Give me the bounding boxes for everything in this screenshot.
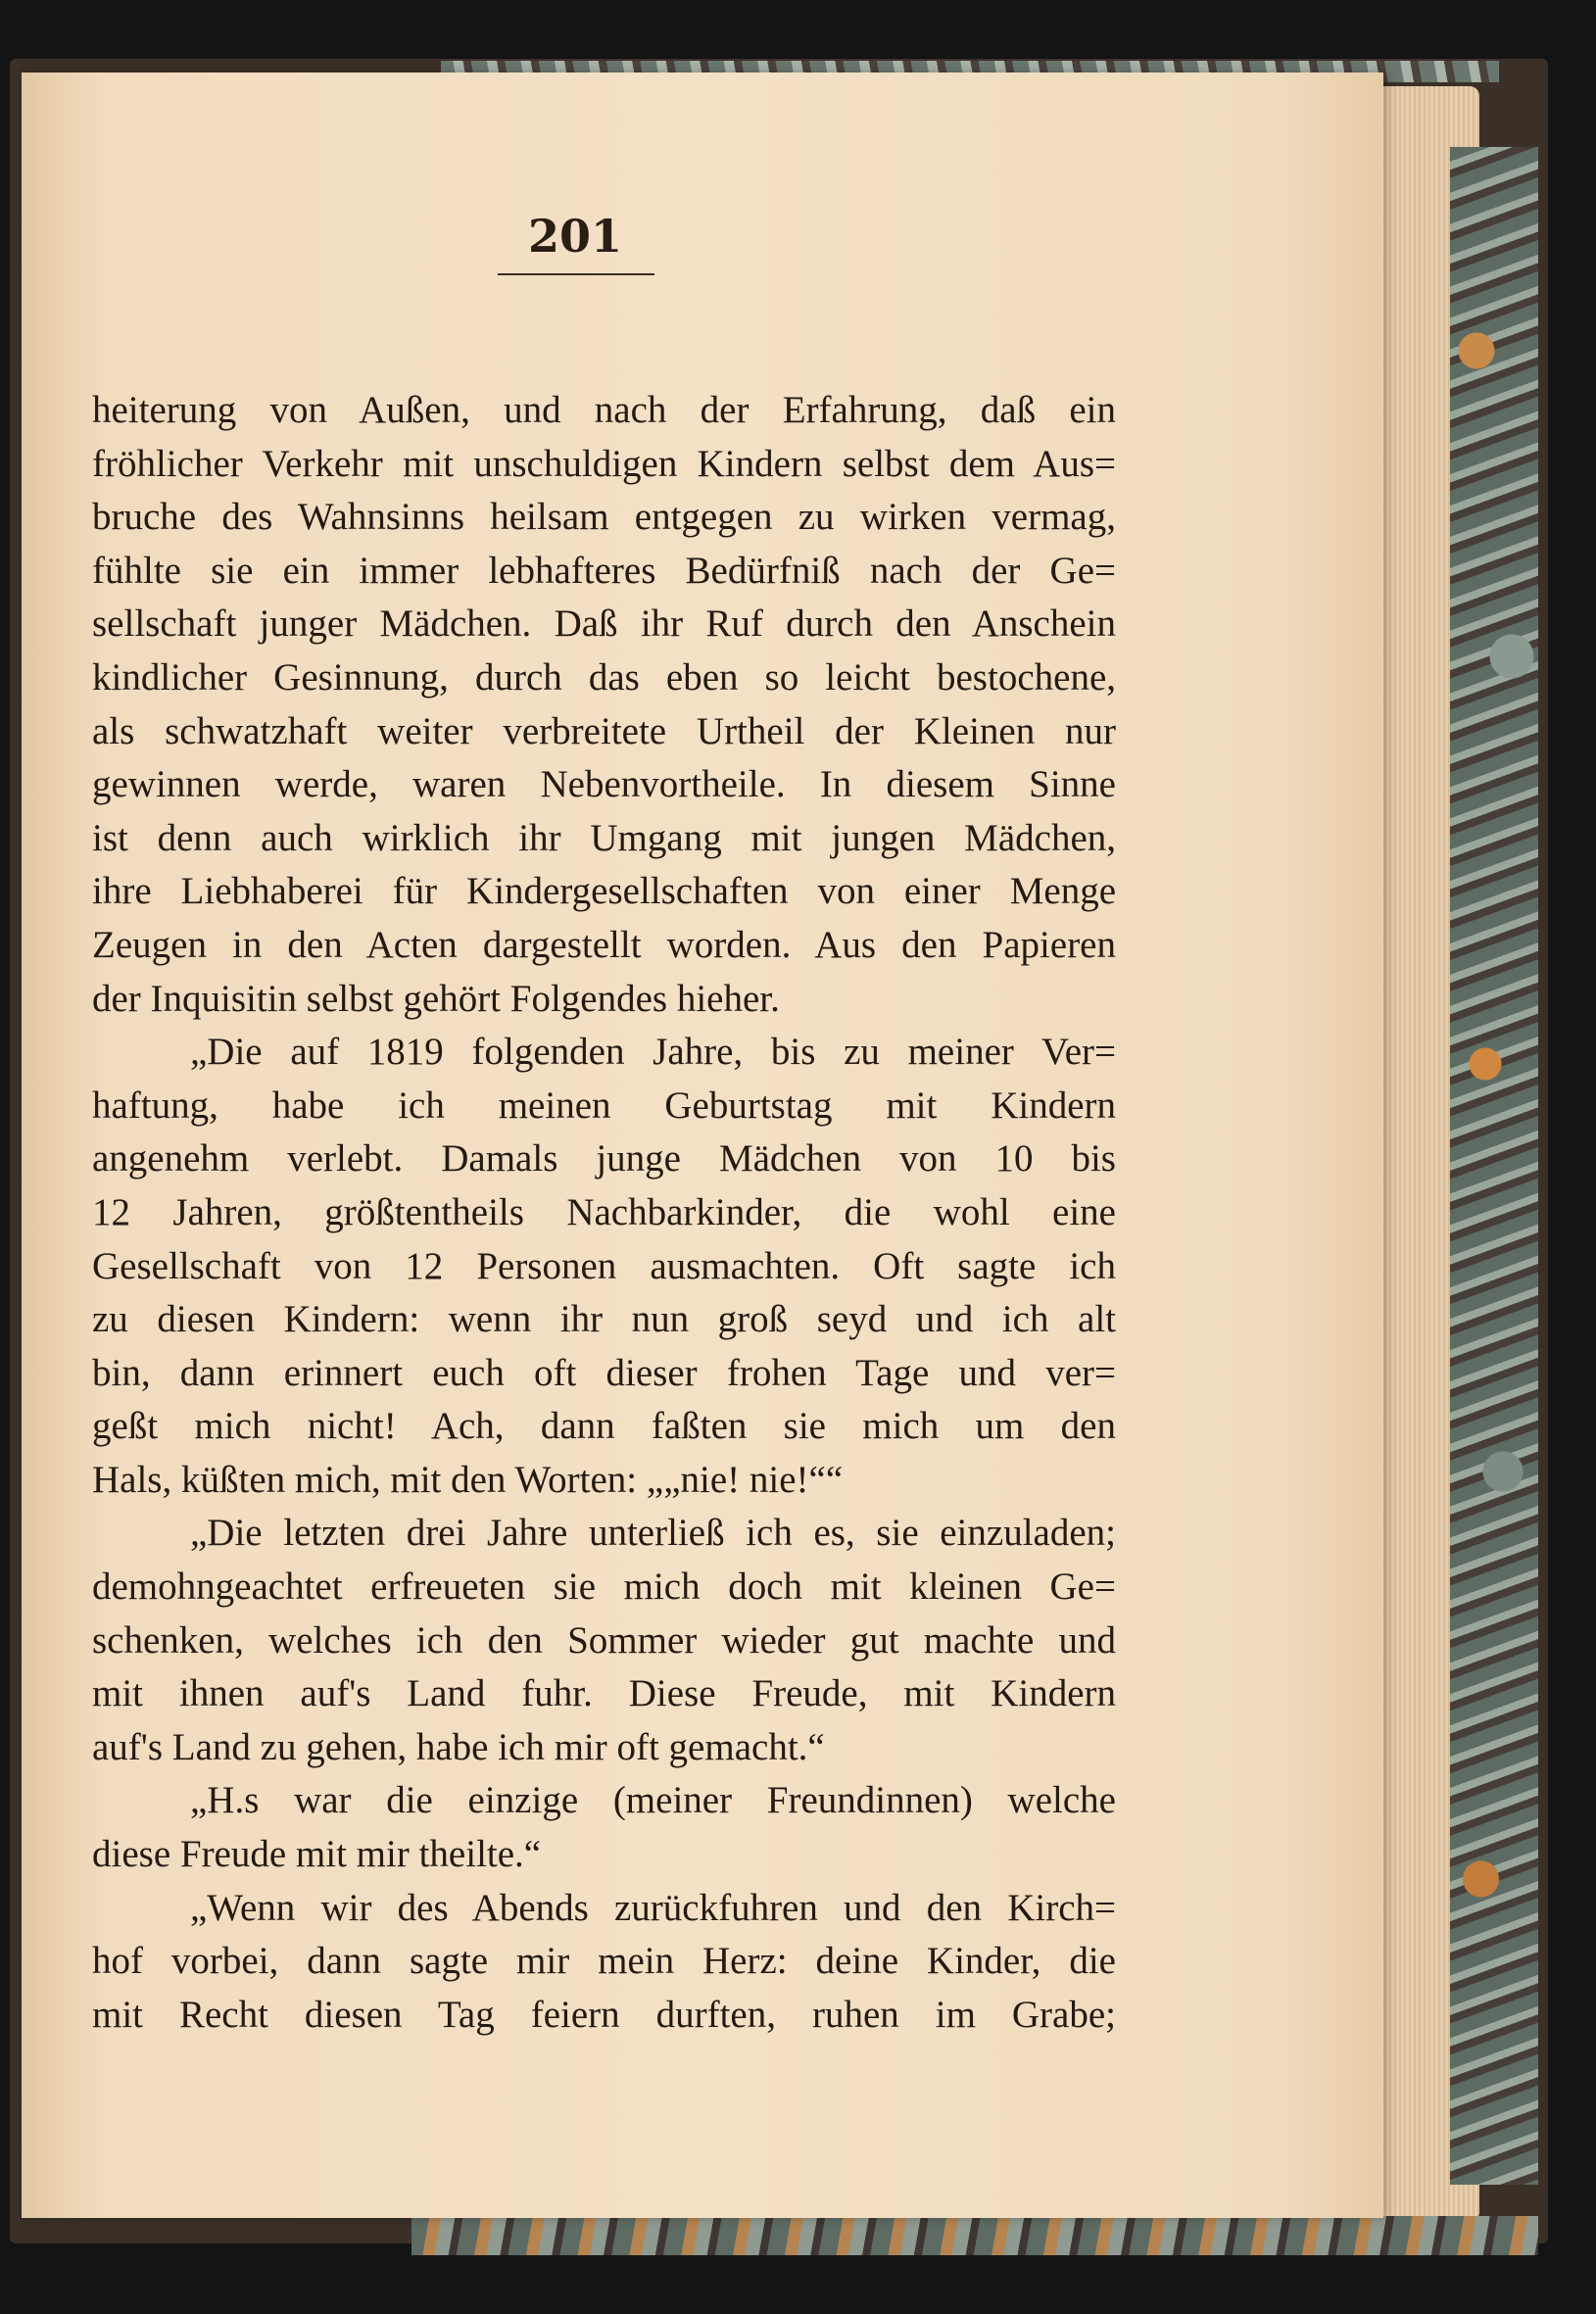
text-line: mit Recht diesen Tag feiern durften, ruhen im Grabe; <box>92 1993 1116 2036</box>
text-line: Hals, küßten mich, mit den Worten: „„nie! nie!““ <box>92 1458 844 1501</box>
marbled-edge-right <box>1450 147 1538 2185</box>
text-line: demohngeachtet erfreueten sie mich doch mit kleinen Ge= <box>92 1566 1116 1609</box>
text-line: fühlte sie ein immer lebhafteres Bedürfniß nach der Ge= <box>92 549 1116 592</box>
text-line: sellschaft junger Mädchen. Daß ihr Ruf durch den Anschein <box>92 603 1116 646</box>
text-line: 12 Jahren, größtentheils Nachbarkinder, die wohl eine <box>92 1190 1116 1233</box>
text-line: geßt mich nicht! Ach, dann faßten sie mich um den <box>92 1405 1116 1448</box>
page-number-rule <box>498 273 654 275</box>
text-line: Zeugen in den Acten dargestellt worden. Aus den Papieren <box>92 923 1116 966</box>
text-line: „Die auf 1819 folgenden Jahre, bis zu meiner Ver= <box>190 1031 1116 1074</box>
text-line: kindlicher Gesinnung, durch das eben so leicht bestochene, <box>92 655 1116 699</box>
marbled-edge-bottom <box>411 2216 1538 2255</box>
text-line: diese Freude mit mir theilte.“ <box>92 1833 542 1876</box>
text-line: auf's Land zu gehen, habe ich mir oft gemacht.“ <box>92 1725 825 1768</box>
text-line: fröhlicher Verkehr mit unschuldigen Kindern selbst dem Aus= <box>92 442 1116 485</box>
text-line: gewinnen werde, waren Nebenvortheile. In diesem Sinne <box>92 763 1116 806</box>
text-line: ihre Liebhaberei für Kindergesellschaften von einer Menge <box>92 870 1116 913</box>
text-line: mit ihnen auf's Land fuhr. Diese Freude, mit Kindern <box>92 1672 1116 1715</box>
text-line: „Die letzten drei Jahre unterließ ich es, sie einzuladen; <box>190 1512 1116 1555</box>
page-number: 201 <box>527 210 623 263</box>
text-line: angenehm verlebt. Damals junge Mädchen von 10 bis <box>92 1137 1116 1181</box>
body-text <box>92 384 1116 2042</box>
text-line: „Wenn wir des Abends zurückfuhren und den Kirch= <box>190 1886 1116 1929</box>
text-line: als schwatzhaft weiter verbreitete Urtheil der Kleinen nur <box>92 709 1116 752</box>
book-page <box>22 72 1383 2218</box>
text-line: heiterung von Außen, und nach der Erfahrung, daß ein <box>92 389 1116 431</box>
text-line: ist denn auch wirklich ihr Umgang mit jungen Mädchen, <box>92 816 1116 859</box>
text-line: bruche des Wahnsinns heilsam entgegen zu wirken vermag, <box>92 496 1116 539</box>
text-line: Gesellschaft von 12 Personen ausmachten. Oft sagte ich <box>92 1244 1116 1287</box>
text-line: der Inquisitin selbst gehört Folgendes hieher. <box>92 977 780 1020</box>
text-line: haftung, habe ich meinen Geburtstag mit Kindern <box>92 1084 1116 1127</box>
text-line: hof vorbei, dann sagte mir mein Herz: deine Kinder, die <box>92 1940 1116 1983</box>
text-line: bin, dann erinnert euch oft dieser frohen Tage und ver= <box>92 1351 1116 1394</box>
text-line: zu diesen Kindern: wenn ihr nun groß seyd und ich alt <box>92 1298 1116 1341</box>
text-line: „H.s war die einzige (meiner Freundinnen) welche <box>190 1779 1116 1822</box>
text-line: schenken, welches ich den Sommer wieder gut machte und <box>92 1618 1116 1662</box>
